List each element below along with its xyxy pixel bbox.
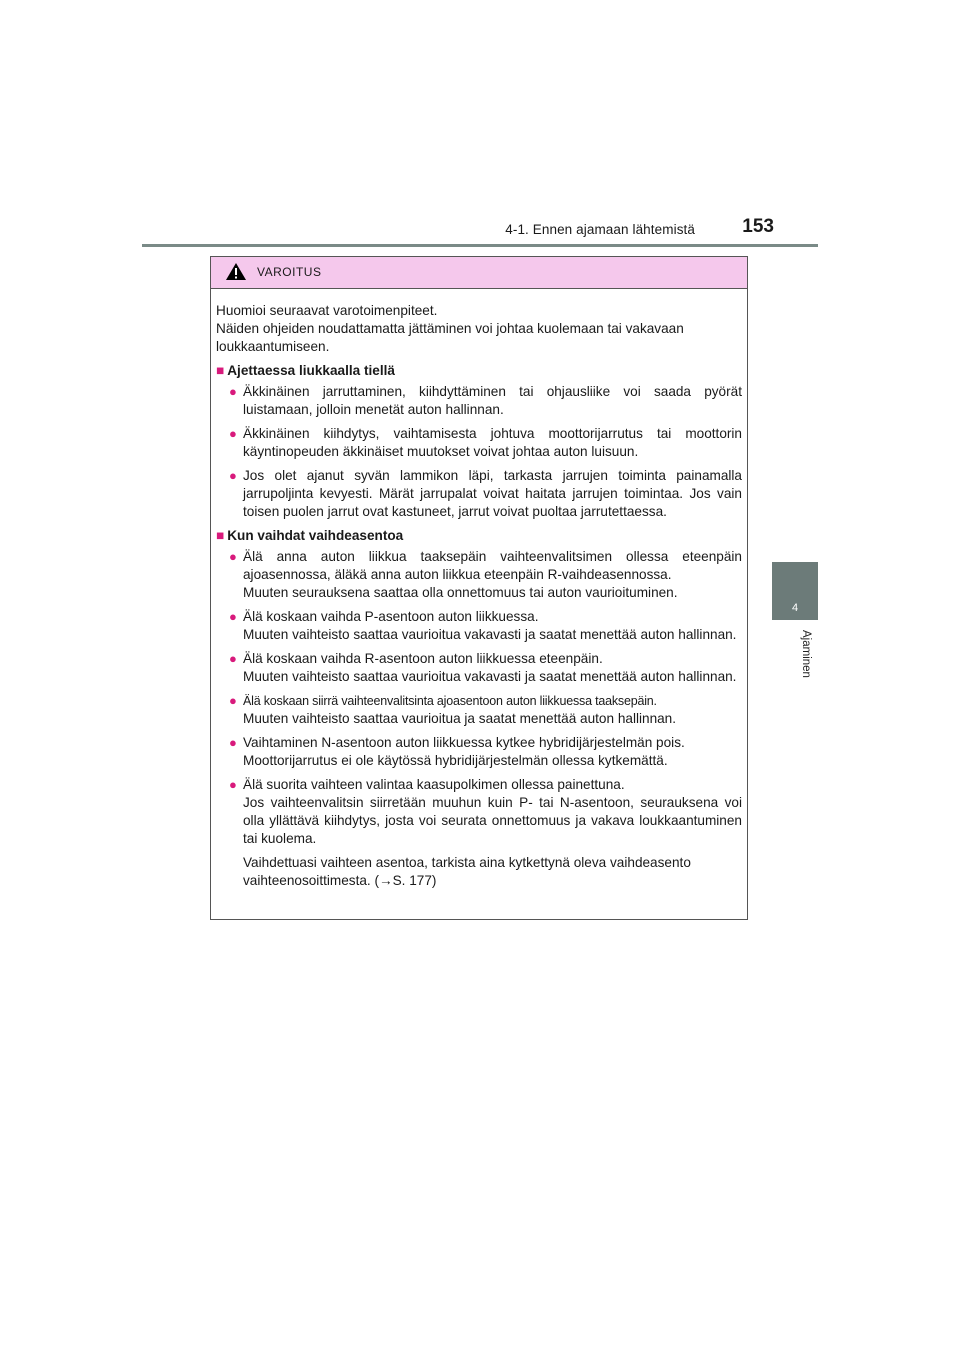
section-heading-text: Ajettaessa liukkaalla tiellä — [227, 363, 395, 378]
bullet-item — [216, 776, 742, 848]
chapter-tab-number: 4 — [791, 602, 799, 614]
warning-label: VAROITUS — [257, 265, 322, 279]
bullet-text: Äkkinäinen kiihdytys, vaihtamisesta johtuva moottorijarrutus tai moottorin käyntinopeuden äkkinäiset muutokset voivat johtaa auton luisuun. — [243, 426, 742, 459]
bullet-item — [216, 692, 742, 728]
chapter-tab-label: Ajaminen — [800, 630, 812, 678]
warning-intro — [216, 302, 742, 356]
square-bullet-icon: ■ — [216, 363, 225, 378]
bullet-dot-icon: ● — [229, 609, 237, 624]
bullet-item — [216, 383, 742, 419]
warning-header — [211, 257, 747, 289]
bullet-text: Vaihtaminen N-asentoon auton liikkuessa kytkee hybridijärjestelmän pois. — [243, 735, 685, 750]
bullet-item — [216, 425, 742, 461]
bullet-text: Älä koskaan vaihda P-asentoon auton liikkuessa. — [243, 609, 539, 624]
warning-intro-line: Huomioi seuraavat varotoimenpiteet. — [216, 303, 438, 318]
bullet-item — [216, 608, 742, 644]
warning-box — [210, 256, 748, 920]
bullet-dot-icon: ● — [229, 426, 237, 441]
section-heading-text: Kun vaihdat vaihdeasentoa — [227, 528, 404, 543]
bullet-text: Jos olet ajanut syvän lammikon läpi, tarkasta jarrujen toiminta painamalla jarrupoljinta kevyesti. Märät jarrupalat voivat haitata jarrujen toimintaa. Jos vain toisen puolen jarrut ovat kastuneet, jarrut voivat puoltaa jarrutettaessa. — [243, 468, 742, 519]
bullet-text: Älä anna auton liikkua taaksepäin vaihteenvalitsimen ollessa eteenpäin ajoasennossa, äläkä anna auton liikkua eteenpäin R-vaihdeasennossa. — [243, 549, 742, 582]
bullet-text: Älä koskaan siirrä vaihteenvalitsinta ajoasentoon auton liikkuessa taaksepäin. — [243, 694, 657, 708]
bullet-text: Jos vaihteenvalitsin siirretään muuhun kuin P- tai N-asentoon, seurauksena voi olla yllättävä kiihdytys, josta voi seurata onnettomuus ja vakava loukkaantuminen tai kuolema. — [243, 795, 742, 846]
bullet-text: Älä suorita vaihteen valintaa kaasupolkimen ollessa painettuna. — [243, 777, 625, 792]
header-rule — [142, 244, 818, 247]
square-bullet-icon: ■ — [216, 528, 225, 543]
bullet-dot-icon: ● — [229, 651, 237, 666]
bullet-dot-icon: ● — [229, 777, 237, 792]
bullet-dot-icon: ● — [229, 693, 237, 708]
section-heading — [216, 362, 742, 380]
warning-intro-line: Näiden ohjeiden noudattamatta jättäminen voi johtaa kuolemaan tai vakavaan loukkaantumiseen. — [216, 321, 684, 354]
bullet-text: Muuten vaihteisto saattaa vaurioitua vakavasti ja saatat menettää auton hallinnan. — [243, 669, 737, 684]
bullet-text: Moottorijarrutus ei ole käytössä hybridijärjestelmän ollessa kytkemättä. — [243, 753, 668, 768]
page-header-title: 4-1. Ennen ajamaan lähtemistä — [505, 222, 695, 237]
bullet-item — [216, 467, 742, 521]
section-heading — [216, 527, 742, 545]
bullet-item — [216, 650, 742, 686]
bullet-dot-icon: ● — [229, 468, 237, 483]
bullet-item — [216, 548, 742, 602]
note-text: Vaihdettuasi vaihteen asentoa, tarkista aina kytkettynä oleva vaihdeasento vaihteenosoittimesta. (→S. 177) — [243, 855, 691, 888]
warning-body — [211, 289, 747, 890]
warning-triangle-icon — [225, 262, 247, 286]
bullet-text: Muuten vaihteisto saattaa vaurioitua ja saatat menettää auton hallinnan. — [243, 711, 677, 726]
bullet-item — [216, 734, 742, 770]
page-number: 153 — [742, 216, 774, 237]
bullet-dot-icon: ● — [229, 735, 237, 750]
bullet-text: Muuten seurauksena saattaa olla onnettomuus tai auton vaurioituminen. — [243, 585, 678, 600]
bullet-text: Muuten vaihteisto saattaa vaurioitua vakavasti ja saatat menettää auton hallinnan. — [243, 627, 737, 642]
bullet-text: Äkkinäinen jarruttaminen, kiihdyttäminen tai ohjausliike voi saada pyörät luistamaan, jolloin menetät auton hallinnan. — [243, 384, 742, 417]
bullet-dot-icon: ● — [229, 549, 237, 564]
bullet-text: Älä koskaan vaihda R-asentoon auton liikkuessa eteenpäin. — [243, 651, 603, 666]
bullet-dot-icon: ● — [229, 384, 237, 399]
